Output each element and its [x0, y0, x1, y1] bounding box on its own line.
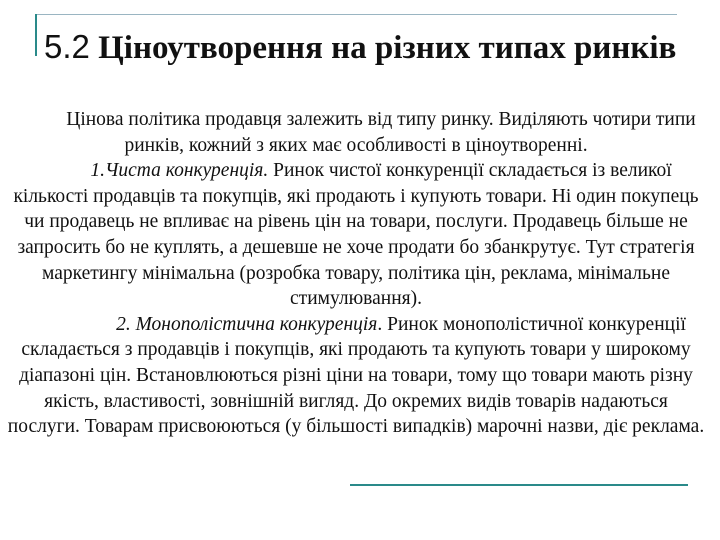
- section-pure-competition: [6, 158, 706, 312]
- bottom-divider-line: [350, 484, 688, 486]
- intro-paragraph: [6, 107, 706, 158]
- slide-title: [44, 28, 684, 67]
- top-divider-line: [35, 14, 677, 15]
- section2-text: . Ринок монополістичної конкуренції складається з продавців і покупців, які продають та купують товари у широкому діапазоні цін. Встановлюються різні ціни на товари, тому що товари мають різну якість, властивості, зовнішній вигляд. До окремих видів товарів надаються послуги. Товарам присвоюються (у більшості випадків) марочні назви, діє реклама.: [7, 313, 705, 438]
- title-text: Ціноутворення на різних типах ринків: [98, 30, 677, 66]
- title-accent-bar: [35, 14, 37, 56]
- section1-heading: 1.Чиста конкуренція.: [90, 160, 269, 182]
- section2-heading: 2. Монополістична конкуренція: [116, 313, 378, 335]
- intro-rest: чотири типи ринків, кожний з яких має особливості в ціноутворенні.: [124, 109, 696, 156]
- intro-lead: Цінова політика продавця залежить від типу ринку. Виділяють: [66, 109, 588, 130]
- title-number: 5.2: [44, 28, 90, 65]
- slide-body: [6, 107, 706, 440]
- section-monopolistic-competition: [6, 312, 706, 440]
- section1-text: Ринок чистої конкуренції складається із великої кількості продавців та покупців, які продають і купують товари. Ні один покупець чи продавець не впливає на рівень цін на товари, послуги. Продавець більше не запросить бо не куплять, а дешевше не хоче продати бо збанкрутує. Тут стратегія маркетингу мінімальна (розробка товару, політика цін, реклама, мінімальне стимулювання).: [13, 160, 699, 310]
